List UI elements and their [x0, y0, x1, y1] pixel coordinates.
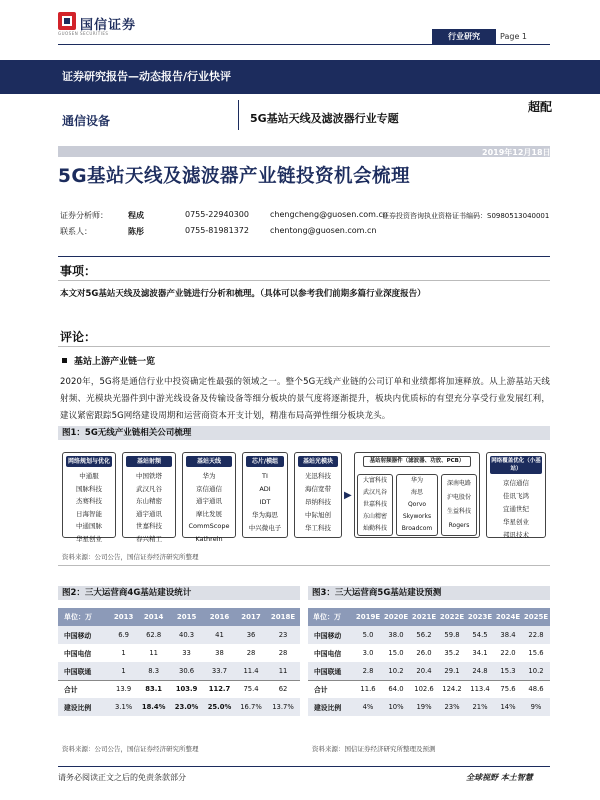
- events-heading: 事项：: [60, 264, 97, 278]
- report-date: 2019年12月18日: [482, 148, 551, 157]
- logo-icon: [58, 12, 76, 30]
- fig1-item: 东山精密: [362, 513, 387, 520]
- cell: 30.6: [170, 662, 203, 680]
- fig1-column-head: 网络覆盖优化（小基站）: [491, 458, 541, 472]
- fig1-item: 国脉科技: [76, 484, 102, 493]
- fig1-item: 灿勤科技: [362, 525, 387, 532]
- table2-header-row: [58, 608, 300, 626]
- fig1-item: 中国铁塔: [136, 472, 162, 480]
- cell: 113.4: [466, 680, 494, 698]
- cell: 11: [266, 662, 300, 680]
- topic-label: 5G基站天线及滤波器行业专题: [250, 112, 399, 125]
- cell: 10%: [382, 698, 410, 716]
- row-label: 合计: [58, 680, 110, 698]
- row-label: 中国移动: [58, 626, 110, 644]
- date-bar: [58, 146, 550, 157]
- fig1-subcol-pcb: [441, 474, 477, 536]
- contact-name: 陈彤: [128, 227, 144, 236]
- figure1-source: 资料来源：公司公告，国信证券经济研究所整理: [62, 553, 199, 561]
- fig1-item: 生益科技: [446, 508, 471, 515]
- table3-unit-header: 单位：万: [308, 608, 354, 626]
- cell: 54.5: [466, 626, 494, 644]
- bullet-square-icon: [62, 358, 67, 363]
- comment-paragraph: 2020年，5G将是通信行业中投资确定性最强的领域之一。整个5G无线产业链的公司订单和业绩都将加速释放。从上游基站天线射频、光模块光器件到中游光线设备及传输设备等细分板块的景气度将逐渐提升，板块内优质标的有望充分享受行业发展红利，建议紧密跟踪5G网络建设周期和运营商资本开支计划，精准布局高弹性细分板块龙头。: [60, 377, 550, 421]
- cell: 48.6: [522, 680, 550, 698]
- table3-source: 资料来源：国信证券经济研究所整理及预测: [312, 745, 436, 753]
- table2-col-header: 2016: [203, 608, 236, 626]
- fig1-item: 华为: [410, 477, 423, 484]
- fig1-item: 中际旭创: [305, 511, 331, 519]
- report-type-text: 证券研究报告—动态报告/行业快评: [62, 70, 232, 83]
- cell: 16.7%: [236, 698, 266, 716]
- fig1-item: 邦讯技术: [503, 531, 529, 539]
- cell: 11: [149, 649, 158, 657]
- cell: 13.7%: [266, 698, 300, 716]
- cell: 9%: [522, 698, 550, 716]
- fig1-item: 京信通信: [503, 479, 529, 487]
- analyst-phone: 0755-22940300: [185, 210, 249, 219]
- fig1-column-head: 芯片/模组: [246, 456, 284, 467]
- cell: 18.4%: [137, 698, 170, 716]
- cell: 28: [246, 649, 256, 657]
- fig1-column-planning: [62, 452, 116, 543]
- fig1-item: 杰赛科技: [76, 497, 102, 505]
- table3-col-header: 2020E: [382, 608, 410, 626]
- footer-slogan: 全球视野 本土智慧: [466, 773, 533, 782]
- cell: 5.0: [354, 626, 382, 644]
- cell: 4%: [354, 698, 382, 716]
- table-row: [308, 644, 550, 662]
- fig1-item: 海信宽带: [305, 485, 331, 493]
- rating-label: 超配: [528, 100, 553, 114]
- cell: 19%: [410, 698, 438, 716]
- fig1-subcol-filters: [357, 474, 393, 536]
- fig1-item: 海思: [410, 489, 423, 496]
- cell: 62: [266, 680, 300, 698]
- cell: 15.0: [388, 649, 404, 657]
- cell: 33.7: [203, 662, 236, 680]
- fig1-item: 世嘉科技: [362, 501, 387, 508]
- fig1-item: Kathrein: [195, 534, 223, 543]
- fig1-item: 光迅科技: [305, 472, 331, 480]
- cell: 1: [121, 649, 126, 657]
- cell: 10.2: [382, 662, 410, 680]
- fig1-column-items: [487, 477, 545, 542]
- fig1-item: 华工科技: [305, 524, 331, 532]
- table2-col-header: 2018E: [266, 608, 300, 626]
- cell: 26.0: [416, 649, 432, 657]
- arrow-right-icon: ▶: [344, 490, 352, 501]
- table2-title: 图2：三大运营商4G基站建设统计: [58, 586, 300, 600]
- cell: 23: [266, 626, 300, 644]
- fig1-item: 世嘉科技: [136, 522, 162, 530]
- footer-divider: [58, 766, 550, 767]
- table-row: [308, 698, 550, 716]
- row-label: 中国联通: [58, 662, 110, 680]
- row-label: 合计: [308, 680, 354, 698]
- table3-col-header: 2019E: [354, 608, 382, 626]
- fig1-item: 中通服: [79, 472, 99, 480]
- cell: 23%: [438, 698, 466, 716]
- fig1-column-optical: [294, 452, 342, 538]
- row-label: 中国移动: [308, 626, 354, 644]
- table-row: [58, 662, 300, 680]
- row-label: 中国电信: [314, 650, 342, 658]
- cell: 75.6: [494, 680, 522, 698]
- cell: 8.3: [137, 662, 170, 680]
- topic-divider: [238, 100, 239, 130]
- fig1-item: ADI: [259, 485, 271, 493]
- cell: 28: [278, 649, 288, 657]
- fig1-item: 通宇通讯: [136, 509, 162, 518]
- footer-disclaimer[interactable]: 请务必阅读正文之后的免责条款部分: [58, 773, 186, 782]
- events-text: 本文对5G基站天线及滤波器产业链进行分析和梳理。（具体可以参考我们前期多篇行业深度报告）: [60, 289, 426, 299]
- cell: 25.0%: [203, 698, 236, 716]
- cell: 13.9: [110, 680, 137, 698]
- cell: 38.0: [382, 626, 410, 644]
- fig1-item: IDT: [259, 498, 271, 506]
- cell: 2.8: [354, 662, 382, 680]
- fig1-item: 春兴精工: [136, 534, 162, 543]
- table3-col-header: 2024E: [494, 608, 522, 626]
- cell: 20.4: [410, 662, 438, 680]
- analyst-role: 证券分析师：: [60, 211, 108, 220]
- fig1-column-items: [183, 470, 235, 545]
- fig1-item: 宜通世纪: [503, 505, 529, 513]
- contact-phone: 0755-81981372: [185, 226, 249, 235]
- row-label: 建设比例: [58, 698, 110, 716]
- brand-subtitle: GUOSEN SECURITIES: [58, 31, 109, 36]
- cell: 3.1%: [110, 698, 137, 716]
- fig1-item: 大富科技: [362, 477, 387, 484]
- fig1-column-small-cell: [486, 452, 546, 538]
- comment-heading: 评论：: [60, 330, 97, 344]
- analyst-name: 程成: [128, 211, 144, 220]
- row-label: 中国联通: [308, 662, 354, 680]
- table2-col-header: 2013: [110, 608, 137, 626]
- analyst-email[interactable]: chengcheng@guosen.com.cn: [270, 210, 388, 219]
- fig1-item: 东山精密: [136, 497, 162, 505]
- header-divider: [58, 44, 550, 45]
- cell: 40.3: [170, 626, 203, 644]
- table3-header-row: [308, 608, 550, 626]
- fig1-group-head: 基站射频器件（滤波器、功放、PCB）: [363, 456, 471, 467]
- fig1-column-head: 基站天线: [186, 456, 232, 467]
- fig1-item: 沪电股份: [446, 494, 471, 501]
- page-number: Page 1: [500, 32, 527, 41]
- fig1-item: 华星创业: [503, 518, 529, 526]
- fig1-column-antenna: [182, 452, 236, 543]
- table-row: [308, 662, 550, 680]
- cell: 6.9: [110, 626, 137, 644]
- fig1-item: Skyworks: [402, 513, 432, 520]
- brand-name: 国信证券: [80, 18, 137, 33]
- industry-label: 通信设备: [62, 114, 111, 128]
- cell: 10.2: [522, 662, 550, 680]
- table3: [308, 608, 550, 716]
- cell: 1: [110, 662, 137, 680]
- fig1-item: 华星创业: [76, 534, 102, 543]
- fig1-item: TI: [262, 472, 268, 480]
- cell: 34.1: [472, 649, 488, 657]
- cell: 11.4: [236, 662, 266, 680]
- cell: 112.7: [203, 680, 236, 698]
- contact-email[interactable]: chentong@guosen.com.cn: [270, 226, 377, 235]
- table-row: [58, 626, 300, 644]
- section-divider: [58, 256, 550, 257]
- table-row: [308, 626, 550, 644]
- table-row: [58, 698, 300, 716]
- table2: [58, 608, 300, 716]
- table2-source: 资料来源：公司公告，国信证券经济研究所整理: [62, 745, 199, 753]
- table2-col-header: 2015: [170, 608, 203, 626]
- fig1-item: 中通国脉: [76, 522, 102, 530]
- cell: 3.0: [362, 649, 374, 657]
- fig1-item: 京信通信: [196, 484, 222, 493]
- fig1-column-rf: [122, 452, 176, 543]
- fig1-item: 佳讯飞鸿: [503, 492, 529, 500]
- cell: 24.8: [466, 662, 494, 680]
- fig1-item: CommScope: [188, 522, 230, 530]
- fig1-column-items: [243, 470, 287, 535]
- comment-underline: [58, 346, 550, 347]
- fig1-item: 摩比发展: [196, 509, 222, 518]
- cell: 38.4: [494, 626, 522, 644]
- table-row: [58, 644, 300, 662]
- fig1-item: 深南电路: [446, 480, 471, 487]
- fig1-column-items: [295, 470, 341, 535]
- cell: 23.0%: [170, 698, 203, 716]
- comment-subheading: 基站上游产业链一览: [74, 357, 156, 367]
- fig1-item: 武汉凡谷: [362, 489, 387, 496]
- cell: 22.8: [522, 626, 550, 644]
- cell: 83.1: [137, 680, 170, 698]
- fig1-item: 日海智能: [76, 509, 102, 518]
- fig1-item: 华为海思: [252, 511, 278, 519]
- fig1-column-chips: [242, 452, 288, 538]
- figure1-divider: [58, 565, 550, 566]
- doc-type-tag: 行业研究: [432, 29, 496, 44]
- cell: 36: [236, 626, 266, 644]
- fig1-column-items: [63, 470, 115, 545]
- cell: 62.8: [137, 626, 170, 644]
- fig1-subcol-pa: [396, 474, 438, 536]
- fig1-item: Broadcom: [401, 525, 433, 532]
- table3-col-header: 2023E: [466, 608, 494, 626]
- fig1-column-items: [123, 470, 175, 545]
- fig1-item: 中兴微电子: [248, 524, 282, 532]
- table-row: [308, 680, 550, 698]
- cell: 35.2: [444, 649, 460, 657]
- contact-role: 联系人：: [60, 227, 92, 236]
- fig1-item: Rogers: [448, 522, 470, 529]
- cell: 15.3: [494, 662, 522, 680]
- fig1-item: Qorvo: [407, 501, 427, 508]
- table3-col-header: 2022E: [438, 608, 466, 626]
- row-label: 中国电信: [64, 650, 92, 658]
- page-title: 5G基站天线及滤波器产业链投资机会梳理: [58, 166, 411, 187]
- table2-unit-header: 单位：万: [58, 608, 110, 626]
- cell: 21%: [466, 698, 494, 716]
- analyst-license: 证券投资咨询执业资格证书编码：S0980513040001: [382, 212, 550, 220]
- cell: 38: [215, 649, 224, 657]
- cell: 15.6: [528, 649, 544, 657]
- fig1-item: 通宇通讯: [196, 497, 222, 505]
- events-underline: [58, 280, 550, 281]
- cell: 29.1: [438, 662, 466, 680]
- table2-col-header: 2017: [236, 608, 266, 626]
- cell: 124.2: [438, 680, 466, 698]
- fig1-column-head: 网络规划与优化: [67, 458, 110, 465]
- fig1-item: 昂纳科技: [305, 498, 331, 506]
- table-row: [58, 680, 300, 698]
- cell: 41: [203, 626, 236, 644]
- cell: 22.0: [500, 649, 516, 657]
- cell: 64.0: [382, 680, 410, 698]
- cell: 75.4: [236, 680, 266, 698]
- table3-title: 图3：三大运营商5G基站建设预测: [308, 586, 550, 600]
- cell: 33: [182, 649, 191, 657]
- cell: 102.6: [410, 680, 438, 698]
- table2-col-header: 2014: [137, 608, 170, 626]
- cell: 56.2: [410, 626, 438, 644]
- fig1-column-head: 基站光模块: [298, 456, 338, 467]
- figure1-title: 图1：5G无线产业链相关公司梳理: [58, 426, 550, 440]
- fig1-item: 武汉凡谷: [136, 484, 162, 493]
- fig1-column-head: 基站射频: [126, 456, 172, 467]
- table3-col-header: 2021E: [410, 608, 438, 626]
- fig1-item: 华为: [202, 472, 216, 480]
- cell: 59.8: [438, 626, 466, 644]
- cell: 11.6: [354, 680, 382, 698]
- cell: 14%: [494, 698, 522, 716]
- row-label: 建设比例: [308, 698, 354, 716]
- cell: 103.9: [170, 680, 203, 698]
- table3-col-header: 2025E: [522, 608, 550, 626]
